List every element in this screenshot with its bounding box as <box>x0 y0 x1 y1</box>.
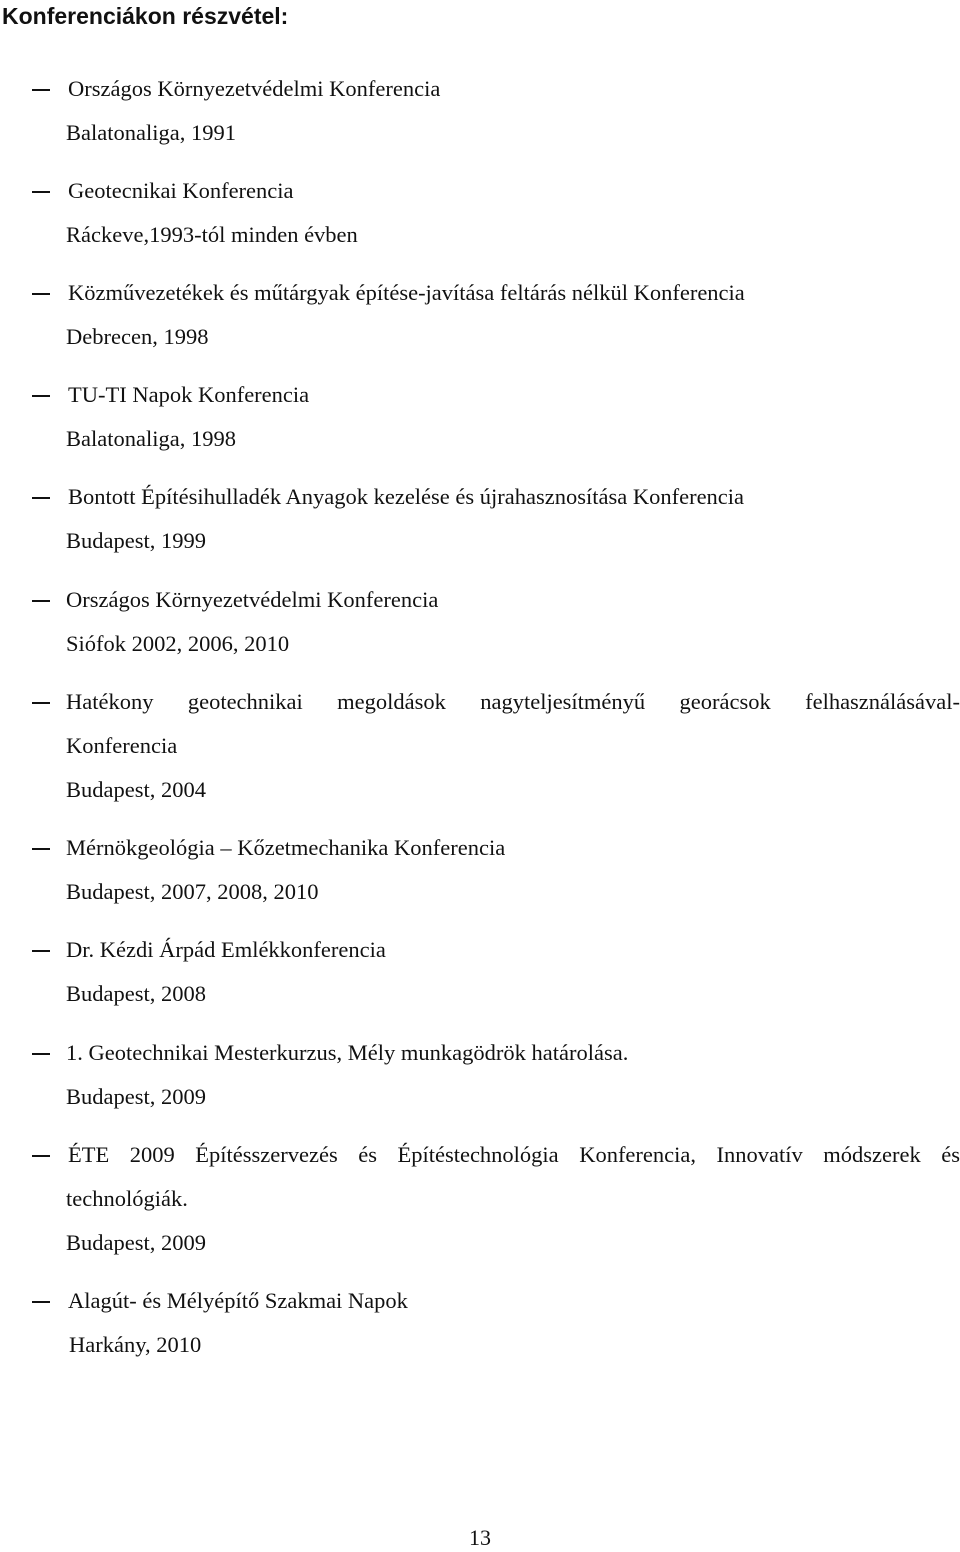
conference-detail: technológiák. <box>66 1186 188 1211</box>
conference-detail: Budapest, 2009 <box>66 1230 206 1255</box>
conference-detail: Budapest, 2008 <box>66 981 206 1006</box>
conference-title: Országos Környezetvédelmi Konferencia <box>66 587 439 612</box>
dash-bullet <box>32 293 50 295</box>
conference-detail: Balatonaliga, 1998 <box>66 426 236 451</box>
conference-title: Mérnökgeológia – Kőzetmechanika Konferencia <box>66 835 506 860</box>
dash-bullet <box>32 702 50 704</box>
conference-detail: Budapest, 1999 <box>66 528 206 553</box>
dash-bullet <box>32 1301 50 1303</box>
dash-bullet <box>32 89 50 91</box>
conference-detail: Budapest, 2007, 2008, 2010 <box>66 879 319 904</box>
conference-detail: Budapest, 2004 <box>66 777 206 802</box>
conference-title: Országos Környezetvédelmi Konferencia <box>68 76 441 101</box>
conference-title: Hatékony geotechnikai megoldások nagyteljesítményű georácsok felhasználásával- <box>66 689 960 714</box>
conference-detail: Harkány, 2010 <box>69 1332 202 1357</box>
conference-title: ÉTE 2009 Építésszervezés és Építéstechnológia Konferencia, Innovatív módszerek és <box>68 1142 960 1167</box>
section-heading: Konferenciákon részvétel: <box>2 3 289 29</box>
page-number: 13 <box>469 1525 491 1550</box>
conference-title: TU-TI Napok Konferencia <box>68 382 310 407</box>
conference-detail: Balatonaliga, 1991 <box>66 120 236 145</box>
conference-title: 1. Geotechnikai Mesterkurzus, Mély munkagödrök határolása. <box>66 1040 629 1065</box>
conference-title: Dr. Kézdi Árpád Emlékkonferencia <box>66 937 386 962</box>
dash-bullet <box>32 950 50 952</box>
dash-bullet <box>32 848 50 850</box>
dash-bullet <box>32 497 50 499</box>
dash-bullet <box>32 600 50 602</box>
dash-bullet <box>32 395 50 397</box>
conference-detail: Budapest, 2009 <box>66 1084 206 1109</box>
dash-bullet <box>32 1155 50 1157</box>
conference-title: Közművezetékek és műtárgyak építése-javítása feltárás nélkül Konferencia <box>68 280 745 305</box>
conference-title: Alagút- és Mélyépítő Szakmai Napok <box>68 1288 408 1313</box>
conference-detail: Konferencia <box>66 733 178 758</box>
dash-bullet <box>32 1053 50 1055</box>
conference-title: Geotecnikai Konferencia <box>68 178 294 203</box>
conference-detail: Siófok 2002, 2006, 2010 <box>66 631 290 656</box>
dash-bullet <box>32 191 50 193</box>
conference-detail: Ráckeve,1993-tól minden évben <box>66 222 358 247</box>
conference-detail: Debrecen, 1998 <box>66 324 209 349</box>
conference-title: Bontott Építésihulladék Anyagok kezelése és újrahasznosítása Konferencia <box>68 484 745 509</box>
